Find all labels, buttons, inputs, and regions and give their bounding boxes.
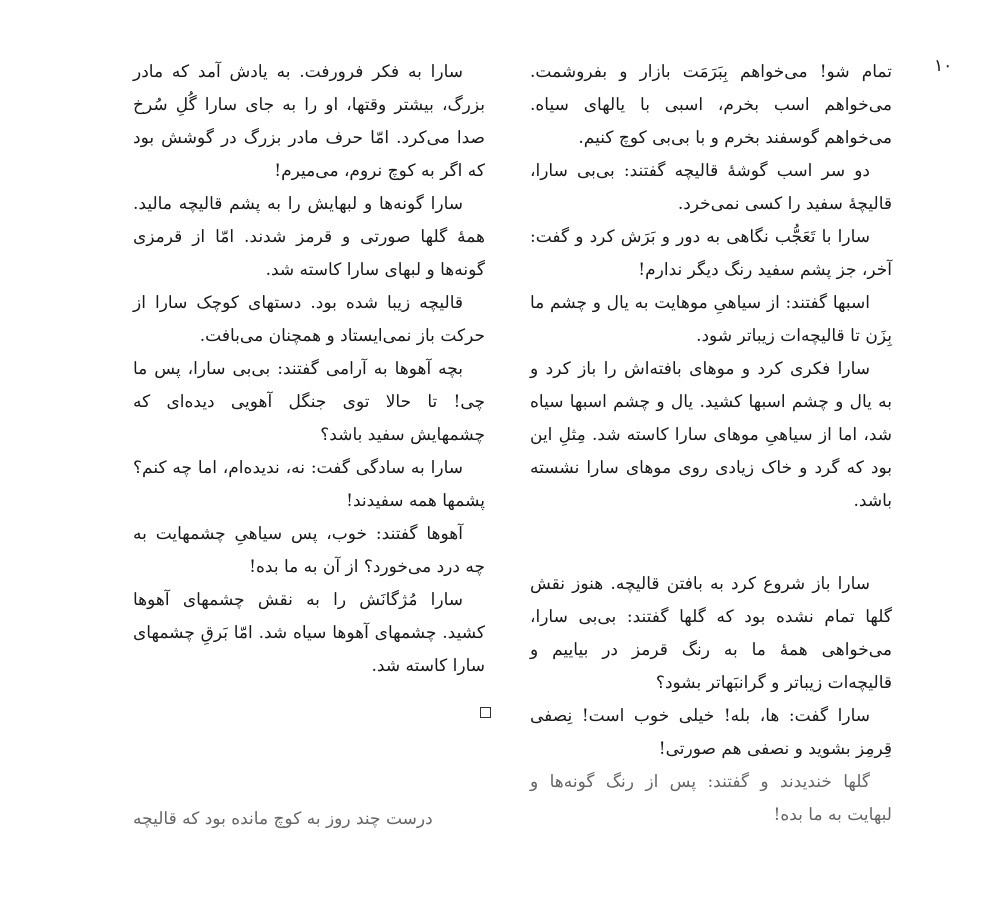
paragraph: سارا فکری کرد و موهای بافته‌اش را باز کرد و به یال و چشم اسبها کشید. یال و چشم اسبها سیاه شد، اما از سیاهیِ موهای سارا کاسته شد. مِثلِ این بود که گرد و خاک زیادی روی موهای سارا نشسته باشد. <box>530 359 892 511</box>
paragraph: اسبها گفتند: از سیاهیِ موهایت به یال و چشم ما بِزَن تا قالیچه‌ات زیباتر شود. <box>530 293 892 346</box>
page-number: ۱۰ <box>934 56 953 76</box>
left-text-column <box>133 56 485 718</box>
paragraph: سارا به سادگی گفت: نه، ندیده‌ام، اما چه کنم؟ پشمها همه سفیدند! <box>133 458 485 511</box>
paragraph: دو سر اسب گوشهٔ قالیچه گفتند: بی‌بی سارا، قالیچهٔ سفید را کسی نمی‌خرد. <box>530 161 892 214</box>
paragraph: تمام شو! می‌خواهم بِبَرَمَت بازار و بفروشمت. می‌خواهم اسب بخرم، اسبی با یالهای سیاه. می‌خواهم گوسفند بخرم و با بی‌بی کوچ کنیم. <box>530 62 892 148</box>
paragraph: سارا با تَعَجُّب نگاهی به دور و بَرَش کرد و گفت: آخر، جز پشم سفید رنگ دیگر ندارم! <box>530 227 892 280</box>
right-text-column <box>530 56 892 832</box>
paragraph-gap <box>530 518 892 568</box>
paragraph: قالیچه زیبا شده بود. دستهای کوچک سارا از حرکت باز نمی‌ایستاد و همچنان می‌بافت. <box>133 293 485 346</box>
paragraph: بچه آهوها به آرامی گفتند: بی‌بی سارا، پس ما چی! تا حالا توی جنگل آهویی دیده‌ای که چشمهایش سفید باشد؟ <box>133 359 485 445</box>
paragraph: آهوها گفتند: خوب، پس سیاهیِ چشمهایت به چه درد می‌خورد؟ از آن به ما بده! <box>133 524 485 577</box>
paragraph: سارا به فکر فرورفت. به یادش آمد که مادر بزرگ، بیشتر وقتها، او را به جای سارا گُلِ سُرخ صدا می‌کرد. امّا حرف مادر بزرگ در گوشش بود که اگر به کوچ نروم، می‌میرم! <box>133 62 485 181</box>
next-section-line: درست چند روز به کوچ مانده بود که قالیچه <box>133 809 433 829</box>
section-end-square-icon <box>480 707 491 718</box>
paragraph: سارا گفت: ها، بله! خیلی خوب است! نِصفی قِرمِز بشوید و نصفی هم صورتی! <box>530 706 892 759</box>
paragraph: گلها خندیدند و گفتند: پس از رنگ گونه‌ها و لبهایت به ما بده! <box>530 772 892 825</box>
paragraph: سارا مُژگانَش را به نقش چشمهای آهوها کشید. چشمهای آهوها سیاه شد. امّا بَرقِ چشمهای سارا کاسته شد. <box>133 590 485 676</box>
paragraph: سارا گونه‌ها و لبهایش را به پشم قالیچه مالید. همهٔ گلها صورتی و قرمز شدند. امّا از قرمزی گونه‌ها و لبهای سارا کاسته شد. <box>133 194 485 280</box>
paragraph: سارا باز شروع کرد به بافتن قالیچه. هنوز نقش گلها تمام نشده بود که گلها گفتند: بی‌بی سارا، می‌خواهی همهٔ ما به رنگ قرمز در بیاییم و قالیچه‌ات زیباتر و گرانبَهاتر بشود؟ <box>530 574 892 693</box>
